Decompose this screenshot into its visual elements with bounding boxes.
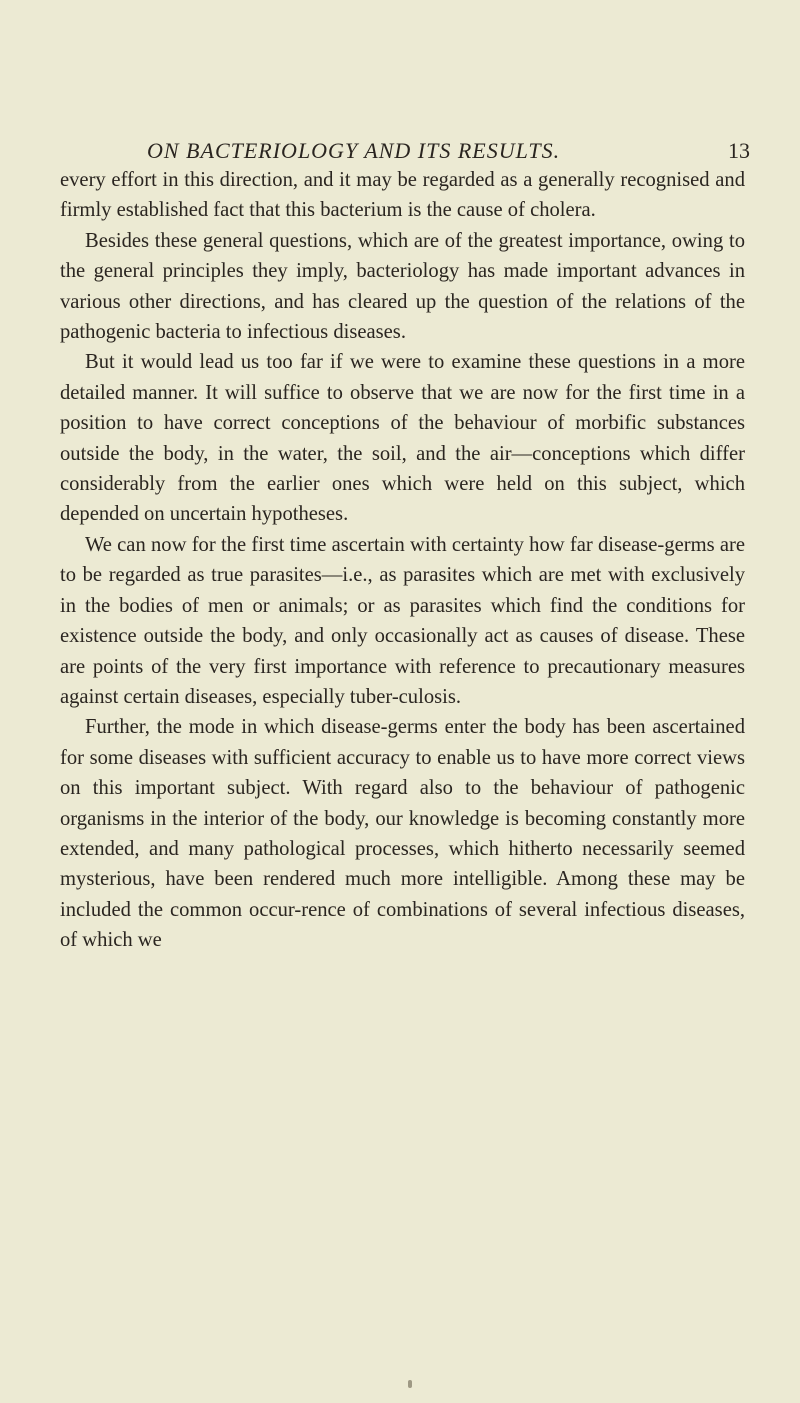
paragraph: every effort in this direction, and it may be regarded as a generally recognised and firmly established fact that this bacterium is the cause of cholera.: [60, 169, 745, 222]
paragraph: But it would lead us too far if we were to examine these questions in a more detailed manner. It will suffice to observe that we are now for the first time in a position to have correct conceptions of the behaviour of morbific substances outside the body, in the water, the soil, and the air—conceptions which differ considerably from the earlier ones which were held on this subject, which depended on uncertain hypotheses.: [60, 351, 745, 526]
paragraph: Besides these general questions, which are of the greatest importance, owing to the general principles they imply, bacteriology has made important advances in various other directions, and has cleared up the question of the relations of the pathogenic bacteria to infectious diseases.: [60, 229, 745, 344]
running-title: ON BACTERIOLOGY AND ITS RESULTS.: [147, 138, 561, 163]
page-number: 13: [728, 138, 750, 163]
page-header: [60, 138, 750, 168]
body-text: [60, 165, 745, 956]
paragraph: Further, the mode in which disease-germs enter the body has been ascertained for some diseases with sufficient accuracy to enable us to have more correct views on this important subject. With regard also to the behaviour of pathogenic organisms in the interior of the body, our knowledge is becoming constantly more extended, and many pathological processes, which hitherto necessarily seemed mysterious, have been rendered much more intelligible. Among these may be included the common occur-rence of combinations of several infectious diseases, of which we: [60, 716, 745, 952]
ink-speck: [408, 1380, 412, 1388]
paragraph: We can now for the first time ascertain with certainty how far disease-germs are to be regarded as true parasites—i.e., as parasites which are met with exclusively in the bodies of men or animals; or as parasites which find the conditions for existence outside the body, and only occasionally act as causes of disease. These are points of the very first importance with reference to precautionary measures against certain diseases, especially tuber-culosis.: [60, 533, 745, 708]
